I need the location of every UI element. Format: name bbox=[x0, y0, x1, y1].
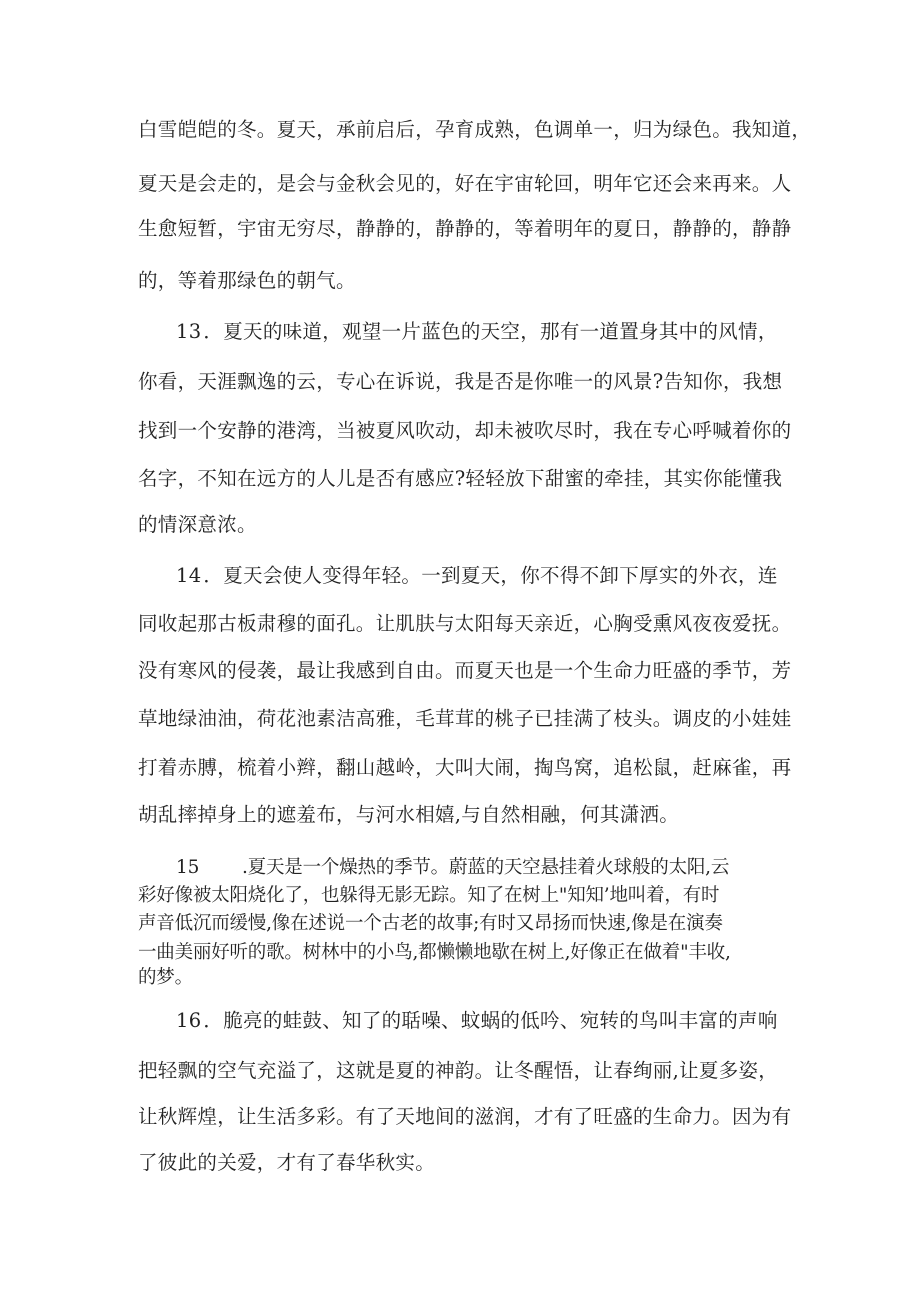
paragraph-text: ．夏天的味道，观望一片蓝色的天空，那有一道置身其中的风情， bbox=[203, 320, 778, 343]
paragraph-number: 13 bbox=[176, 320, 202, 343]
paragraph-number: 15 bbox=[176, 857, 200, 878]
paragraph-line: 彩好像被太阳烧化了，也躲得无影无踪。知了在树上"知知’地叫着，有时 bbox=[138, 885, 720, 906]
paragraph-line: 声音低沉而缓慢,像在述说一个古老的故事;有时又昂扬而快速,像是在演奏 bbox=[138, 913, 723, 934]
paragraph-line: 夏天是会走的，是会与金秋会见的，好在宇宙轮回，明年它还会来再来。人 bbox=[138, 172, 792, 195]
paragraph-line: 白雪皑皑的冬。夏天，承前启后，孕育成熟，色调单一，归为绿色。我知道， bbox=[138, 118, 812, 141]
paragraph-14-first-line bbox=[176, 564, 836, 588]
paragraph-line: 胡乱摔掉身上的遮羞布，与河水相嬉,与自然相融，何其潇洒。 bbox=[138, 803, 680, 826]
paragraph-line: 的情深意浓。 bbox=[138, 513, 257, 536]
paragraph-text: .夏天是一个燥热的季节。蔚蓝的天空悬挂着火球般的太阳,云 bbox=[242, 857, 730, 878]
paragraph-number: 16 bbox=[176, 1009, 202, 1032]
paragraph-number: 14 bbox=[176, 564, 202, 587]
paragraph-line: 生愈短暂，宇宙无穷尽，静静的，静静的，等着明年的夏日，静静的，静静 bbox=[138, 217, 792, 240]
paragraph-line: 你看，天涯飘逸的云，专心在诉说，我是否是你唯一的风景?告知你，我想 bbox=[138, 370, 783, 393]
paragraph-line: 没有寒风的侵袭，最让我感到自由。而夏天也是一个生命力旺盛的季节，芳 bbox=[138, 659, 792, 682]
paragraph-line: 的，等着那绿色的朝气。 bbox=[138, 269, 356, 292]
paragraph-line: 把轻飘的空气充溢了，这就是夏的神韵。让冬醒悟，让春绚丽,让夏多姿， bbox=[138, 1059, 779, 1082]
paragraph-line: 名字，不知在远方的人儿是否有感应?轻轻放下甜蜜的牵挂，其实你能懂我 bbox=[138, 467, 783, 490]
paragraph-line: 一曲美丽好听的歌。树林中的小鸟,都懒懒地歇在树上,好像正在做着"丰收, bbox=[138, 942, 731, 963]
paragraph-line: 的梦。 bbox=[138, 967, 193, 988]
paragraph-line: 找到一个安静的港湾，当被夏风吹动，却未被吹尽时，我在专心呼喊着你的 bbox=[138, 419, 792, 442]
paragraph-line: 了彼此的关爱，才有了春华秋实。 bbox=[138, 1151, 436, 1174]
paragraph-line: 让秋辉煌，让生活多彩。有了天地间的滋润，才有了旺盛的生命力。因为有 bbox=[138, 1105, 792, 1128]
paragraph-15-first-line bbox=[176, 856, 836, 880]
paragraph-text: ．夏天会使人变得年轻。一到夏天，你不得不卸下厚实的外衣，连 bbox=[203, 564, 778, 587]
paragraph-16-first-line bbox=[176, 1009, 836, 1033]
paragraph-line: 同收起那古板肃穆的面孔。让肌肤与太阳每天亲近，心胸受熏风夜夜爱抚。 bbox=[138, 612, 792, 635]
paragraph-text: ．脆亮的蛙鼓、知了的聒噪、蚊蜗的低吟、宛转的鸟叫丰富的声响 bbox=[203, 1009, 778, 1032]
paragraph-line: 草地绿油油，荷花池素洁高雅，毛茸茸的桃子已挂满了枝头。调皮的小娃娃 bbox=[138, 707, 792, 730]
paragraph-13-first-line bbox=[176, 320, 836, 344]
paragraph-line: 打着赤膊，梳着小辫，翻山越岭，大叫大闹，掏鸟窝，追松鼠，赶麻雀，再 bbox=[138, 756, 792, 779]
